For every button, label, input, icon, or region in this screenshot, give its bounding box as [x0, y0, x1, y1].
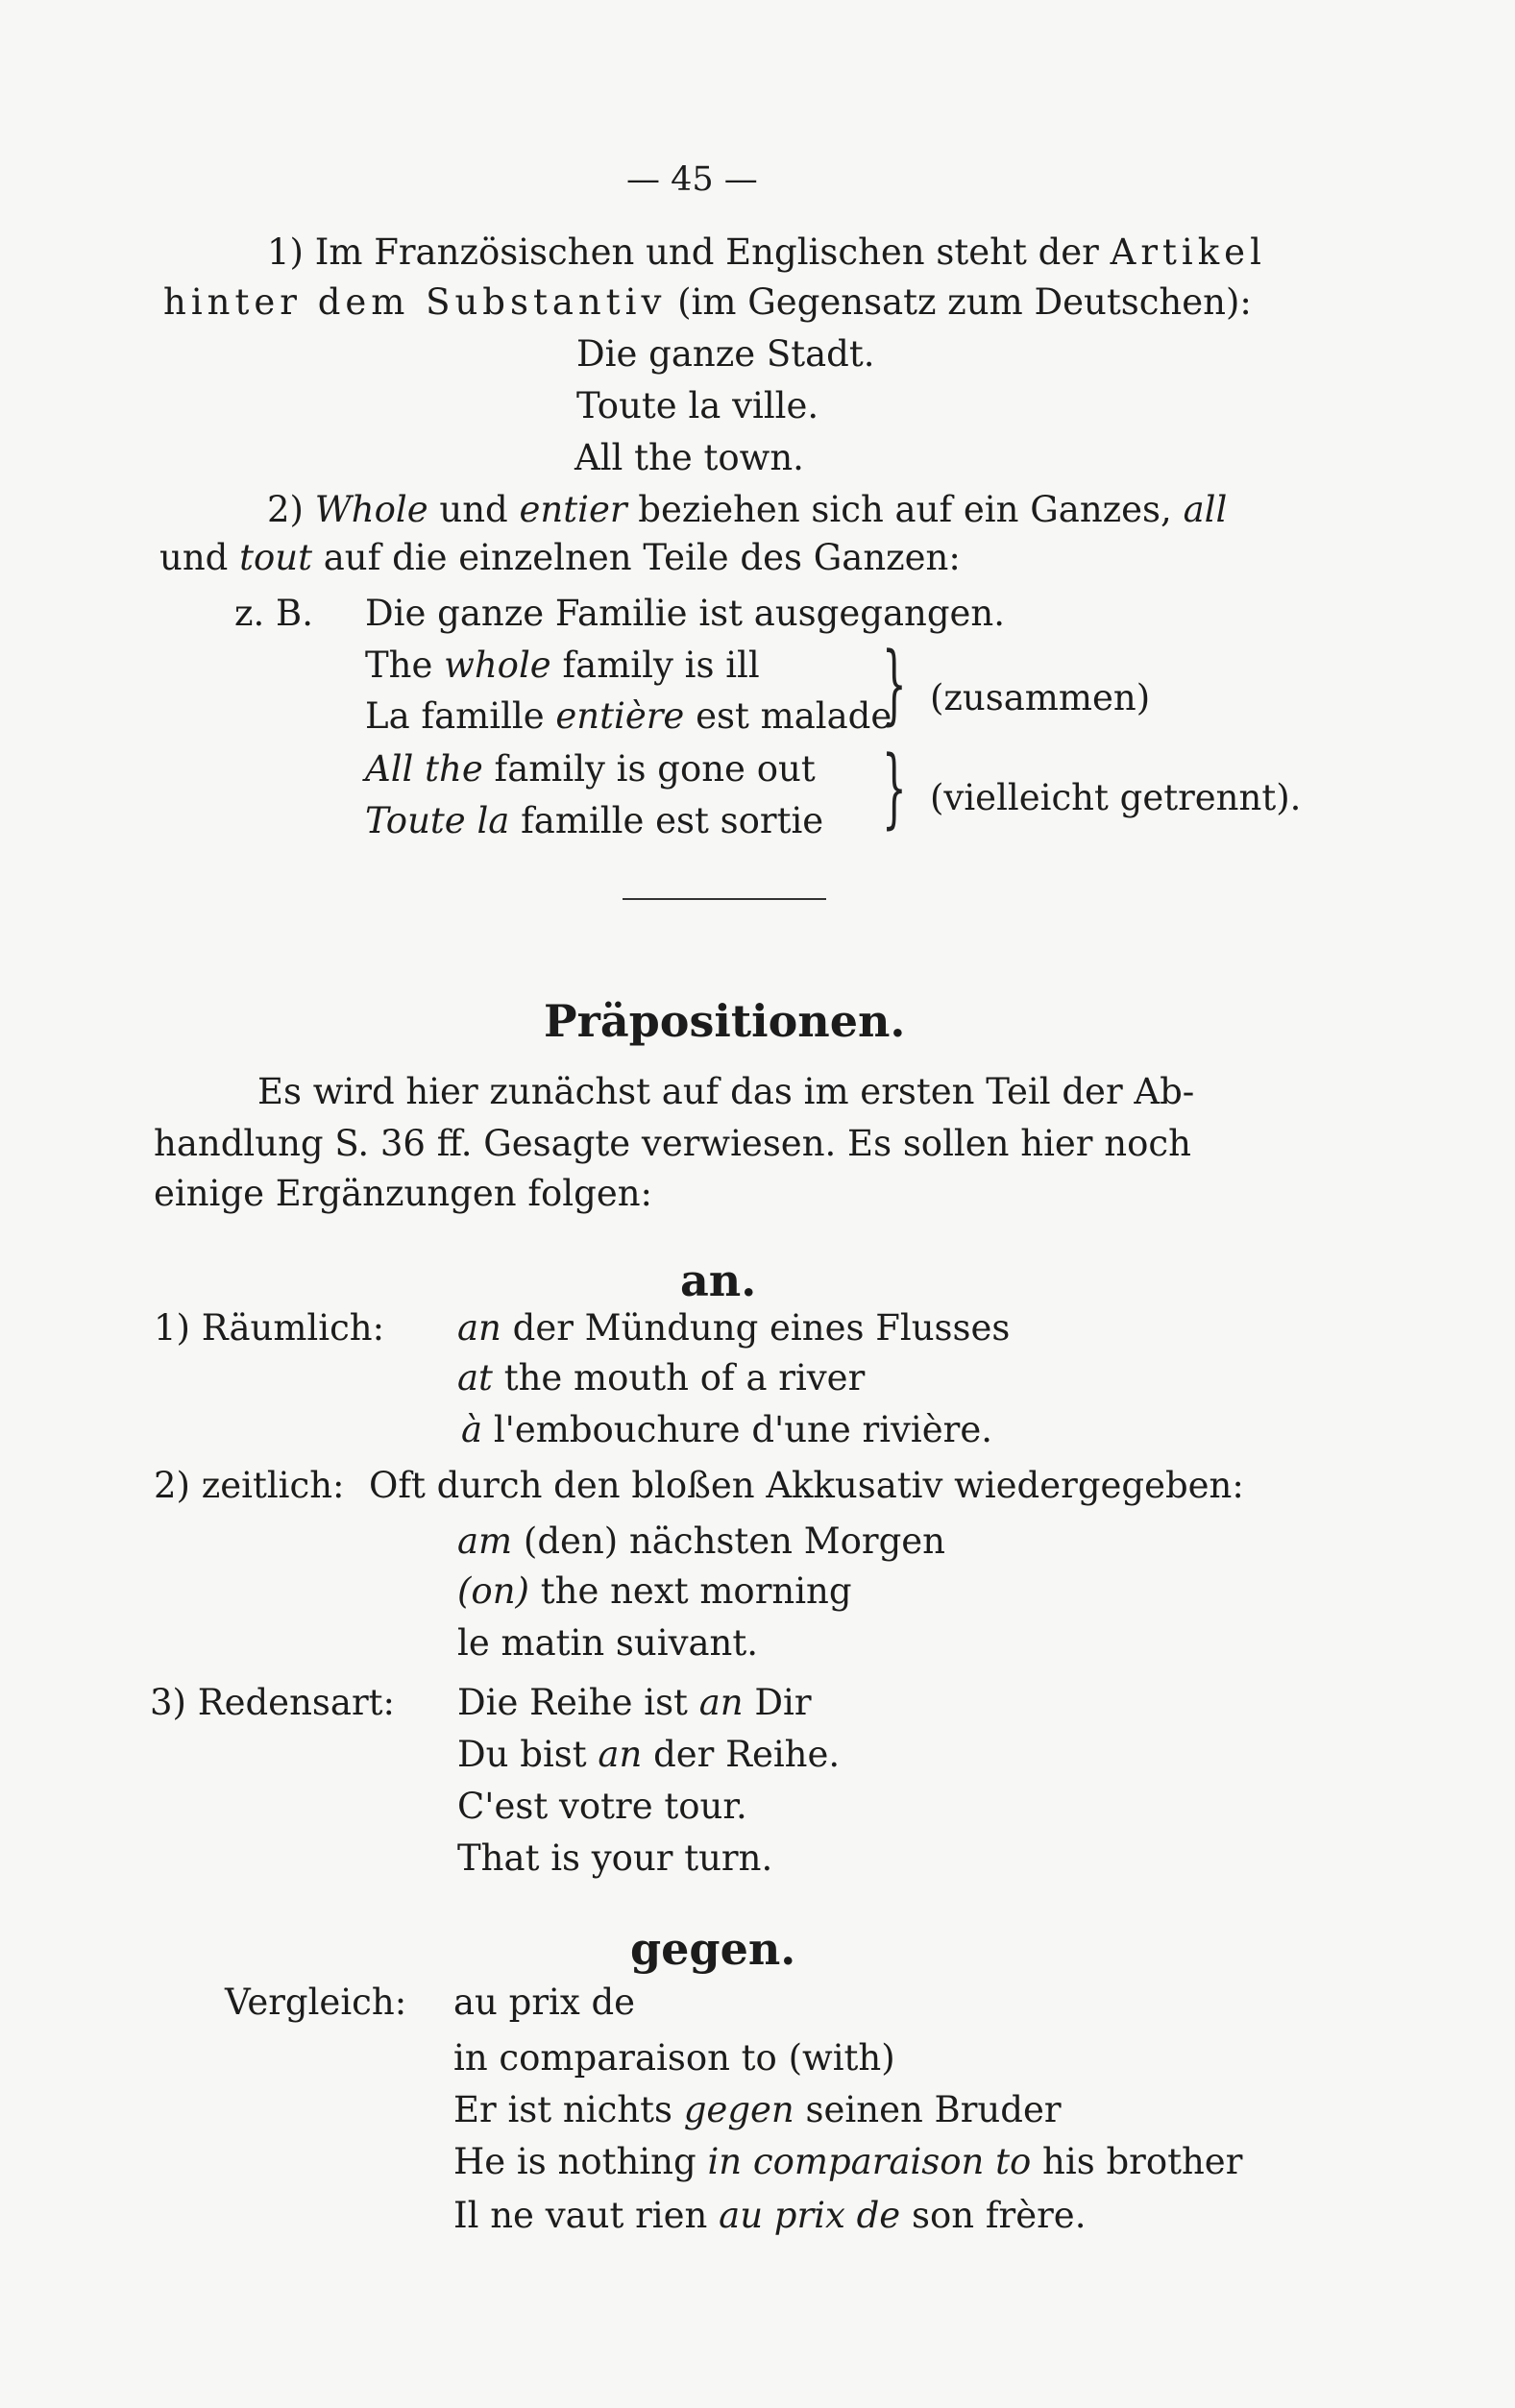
s2-whole: Whole [314, 489, 428, 530]
gegen-g2: in comparaison to (with) [453, 2037, 895, 2079]
an-z1-a: am [457, 1520, 513, 1562]
gegen-g5-c: son frère. [911, 2195, 1087, 2236]
s2-e4-a: Toute la [365, 800, 510, 841]
an-redensart-label: 3) Redensart: [150, 1682, 395, 1723]
heading-an: an. [680, 1254, 757, 1306]
an-r2-b: the mouth of a river [503, 1357, 866, 1399]
s2-e4-b: famille est sortie [521, 800, 824, 841]
s1-example-1: Die ganze Stadt. [576, 333, 875, 375]
heading-prepositions: Präpositionen. [544, 995, 906, 1047]
s2-zb-label: z. B. [234, 593, 313, 634]
s1-line2 [163, 281, 1252, 323]
s2-brace2-note: (vielleicht getrennt). [930, 777, 1302, 818]
an-r1-b: der Mündung eines Flusses [512, 1307, 1011, 1349]
brace-2: } [882, 738, 907, 839]
gegen-g3-a: Er ist nichts [453, 2089, 672, 2130]
gegen-g5-b: au prix de [719, 2195, 901, 2236]
gegen-g1: au prix de [453, 1982, 636, 2023]
an-zeitlich-text: Oft durch den bloßen Akkusativ wiedergegeben: [369, 1465, 1244, 1506]
s2-entier: entier [519, 489, 627, 530]
section-divider [623, 898, 826, 900]
intro-line-3: einige Ergänzungen folgen: [154, 1173, 653, 1214]
s1-line2-spaced: hinter dem Substantiv [163, 281, 667, 323]
an-re2 [457, 1734, 841, 1775]
s2-example-3 [365, 748, 816, 790]
an-r2-a: at [457, 1357, 493, 1399]
s2-line2 [159, 537, 961, 578]
gegen-g4-b: in comparaison to [707, 2141, 1032, 2182]
s1-example-3: All the town. [574, 437, 804, 478]
s2-e1-a: The [365, 645, 433, 686]
s1-line2-rest: (im Gegensatz zum Deutschen): [677, 281, 1252, 323]
s2-l2-und: und [159, 537, 229, 578]
s2-e3-a: All the [365, 748, 483, 790]
brace-1: } [882, 634, 907, 735]
gegen-g3-b: gegen [683, 2089, 794, 2130]
an-r1-a: an [457, 1307, 501, 1349]
gegen-g5 [453, 2195, 1087, 2236]
gegen-g3-c: seinen Bruder [805, 2089, 1062, 2130]
s1-line1 [267, 231, 1266, 273]
an-re3: C'est votre tour. [457, 1786, 747, 1827]
an-z2-a: (on) [457, 1570, 529, 1612]
gegen-g4 [453, 2141, 1243, 2182]
an-r2 [457, 1357, 866, 1399]
s2-brace1-note: (zusammen) [930, 677, 1151, 718]
s2-e2-c: est malade [696, 695, 892, 737]
gegen-g4-a: He is nothing [453, 2141, 696, 2182]
an-z2-b: the next morning [540, 1570, 852, 1612]
s1-line1-spaced: Artikel [1110, 231, 1266, 273]
s2-tout: tout [239, 537, 312, 578]
an-re2-a: Du bist [457, 1734, 587, 1775]
an-re1-c: Dir [754, 1682, 812, 1723]
an-re4: That is your turn. [457, 1837, 773, 1879]
heading-gegen: gegen. [630, 1923, 796, 1975]
an-r1 [457, 1307, 1011, 1349]
page-number: — 45 — [626, 160, 758, 199]
an-zeitlich-label: 2) zeitlich: [154, 1465, 345, 1506]
an-r3 [461, 1409, 993, 1450]
gegen-g3 [453, 2089, 1062, 2130]
s2-example-2 [365, 695, 892, 737]
s2-example-4 [365, 800, 824, 841]
an-raeumlich-label: 1) Räumlich: [154, 1307, 385, 1349]
s2-e1-b: whole [444, 645, 551, 686]
an-z3: le matin suivant. [457, 1622, 759, 1664]
gegen-g5-a: Il ne vaut rien [453, 2195, 708, 2236]
an-re2-b: an [598, 1734, 643, 1775]
an-r3-b: l'embouchure d'une rivière. [493, 1409, 993, 1450]
an-z2 [457, 1570, 852, 1612]
s2-e3-b: family is gone out [494, 748, 816, 790]
s2-num: 2) [267, 489, 304, 530]
s1-example-2: Toute la ville. [576, 385, 819, 426]
s2-e2-a: La famille [365, 695, 545, 737]
s2-e2-b: entière [555, 695, 685, 737]
s2-example-1 [365, 645, 760, 686]
s2-und: und [439, 489, 508, 530]
gegen-g4-c: his brother [1042, 2141, 1243, 2182]
s1-line1-prefix: 1) Im Französischen und Englischen steht der [267, 231, 1099, 273]
an-re1-a: Die Reihe ist [457, 1682, 688, 1723]
s2-line1 [267, 489, 1228, 530]
intro-line-2: handlung S. 36 ff. Gesagte verwiesen. Es sollen hier noch [154, 1123, 1191, 1164]
intro-line-1: Es wird hier zunächst auf das im ersten Teil der Ab- [257, 1071, 1195, 1112]
s2-l2-rest: auf die einzelnen Teile des Ganzen: [323, 537, 961, 578]
s2-e1-c: family is ill [562, 645, 760, 686]
s2-zb-text: Die ganze Familie ist ausgegangen. [365, 593, 1005, 634]
an-z1 [457, 1520, 946, 1562]
gegen-vergleich-label: Vergleich: [225, 1982, 407, 2023]
an-re1 [457, 1682, 812, 1723]
s2-all: all [1183, 489, 1228, 530]
an-re2-c: der Reihe. [653, 1734, 841, 1775]
an-r3-a: à [461, 1409, 483, 1450]
an-z1-b: (den) nächsten Morgen [523, 1520, 946, 1562]
s2-mid: beziehen sich auf ein Ganzes, [638, 489, 1172, 530]
an-re1-b: an [698, 1682, 744, 1723]
